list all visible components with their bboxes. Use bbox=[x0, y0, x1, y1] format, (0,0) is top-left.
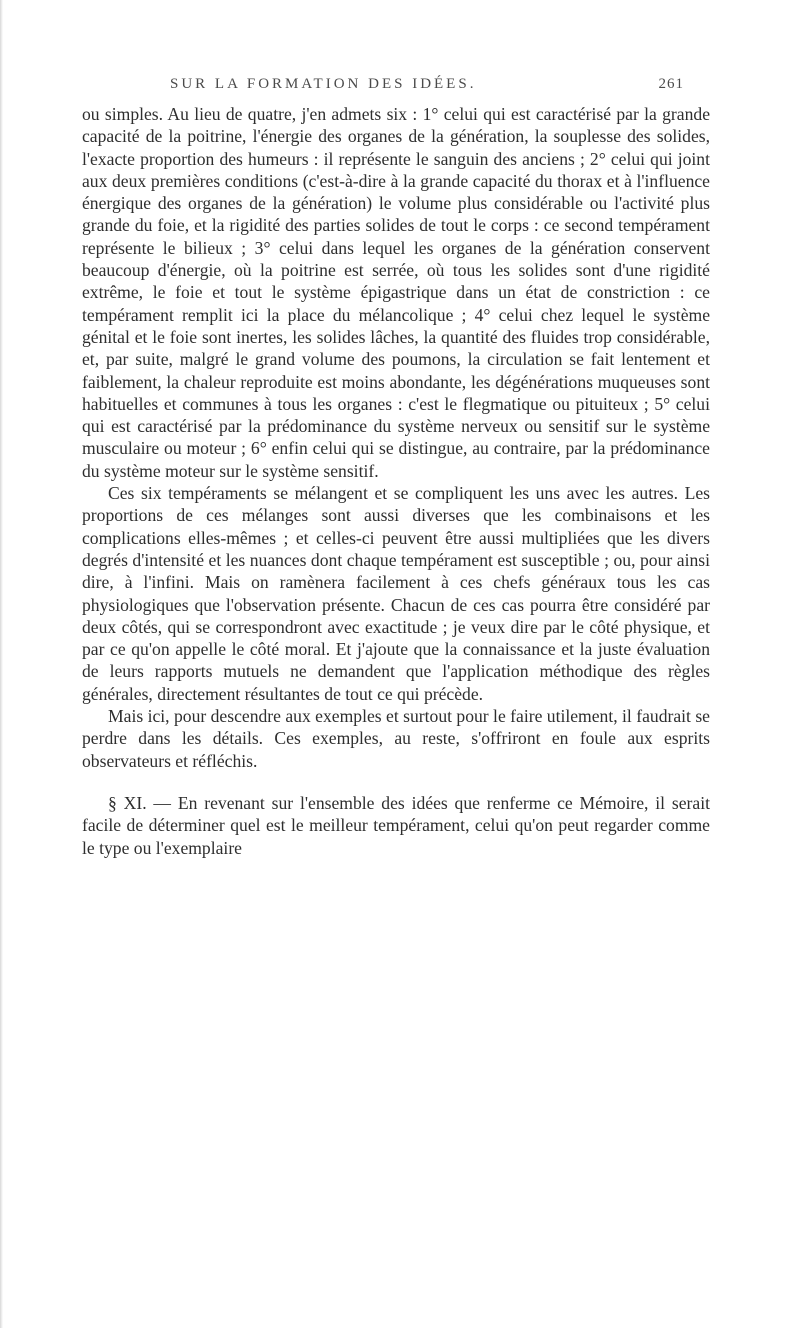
paragraph-mixtures: Ces six tempéraments se mélangent et se compliquent les uns avec les autres. Les proportions de ces mélanges sont aussi diverses que les combinaisons et les complications elles-mêmes ; et celles-ci peuvent être aussi multipliées que les divers degrés d'intensité et les nuances dont chaque tempérament est susceptible ; ou, pour ainsi dire, à l'infini. Mais on ramènera facilement à ces chefs généraux tous les cas physiologiques que l'observation présente. Chacun de ces cas pourra être considéré par deux côtés, qui se correspondront avec exactitude ; je veux dire par le côté physique, et par ce qu'on appelle le côté moral. Et j'ajoute que la connaissance et la juste évaluation de leurs rapports mutuels ne demandent que l'application méthodique des règles générales, directement résultantes de tout ce qui précède. bbox=[82, 483, 710, 704]
paragraph-temperaments-list: ou simples. Au lieu de quatre, j'en admets six : 1° celui qui est caractérisé par la grande capacité de la poitrine, l'énergie des organes de la génération, la souplesse des solides, l'exacte proportion des humeurs : il représente le sanguin des anciens ; 2° celui qui joint aux deux premières conditions (c'est-à-dire à la grande capacité du thorax et à l'influence énergique des organes de la génération) le volume plus considérable ou l'activité plus grande du foie, et la rigidité des parties solides de tout le corps : ce second tempérament représente le bilieux ; 3° celui dans lequel les organes de la génération conservent beaucoup d'énergie, où la poitrine est serrée, où tous les solides sont d'une rigidité extrême, le foie et tout le système épigastrique dans un état de constriction : ce tempérament remplit ici la place du mélancolique ; 4° celui chez lequel le système génital et le foie sont inertes, les solides lâches, la quantité des fluides trop considérable, et, par suite, malgré le grand volume des poumons, la circulation se fait lentement et faiblement, la chaleur reproduite est moins abondante, les dégénérations muqueuses sont habituelles et communes à tous les organes : c'est le flegmatique ou pituiteux ; 5° celui qui est caractérisé par la prédominance du système nerveux ou sensitif sur le système musculaire ou moteur ; 6° enfin celui qui se distingue, au contraire, par la prédominance du système moteur sur le système sensitif. bbox=[82, 104, 710, 481]
running-title: SUR LA FORMATION DES IDÉES. bbox=[170, 76, 477, 92]
page-number: 261 bbox=[658, 76, 684, 92]
body-text bbox=[82, 103, 710, 859]
paragraph-examples: Mais ici, pour descendre aux exemples et surtout pour le faire utilement, il faudrait se perdre dans les détails. Ces exemples, au reste, s'offriront en foule aux esprits observateurs et réfléchis. bbox=[82, 706, 710, 771]
scan-edge-shadow bbox=[0, 0, 3, 1328]
paragraph-section-xi: § XI. — En revenant sur l'ensemble des idées que renferme ce Mémoire, il serait facile de déterminer quel est le meilleur tempérament, celui qu'on peut regarder comme le type ou l'exemplaire bbox=[82, 792, 710, 858]
page-header bbox=[170, 76, 690, 98]
